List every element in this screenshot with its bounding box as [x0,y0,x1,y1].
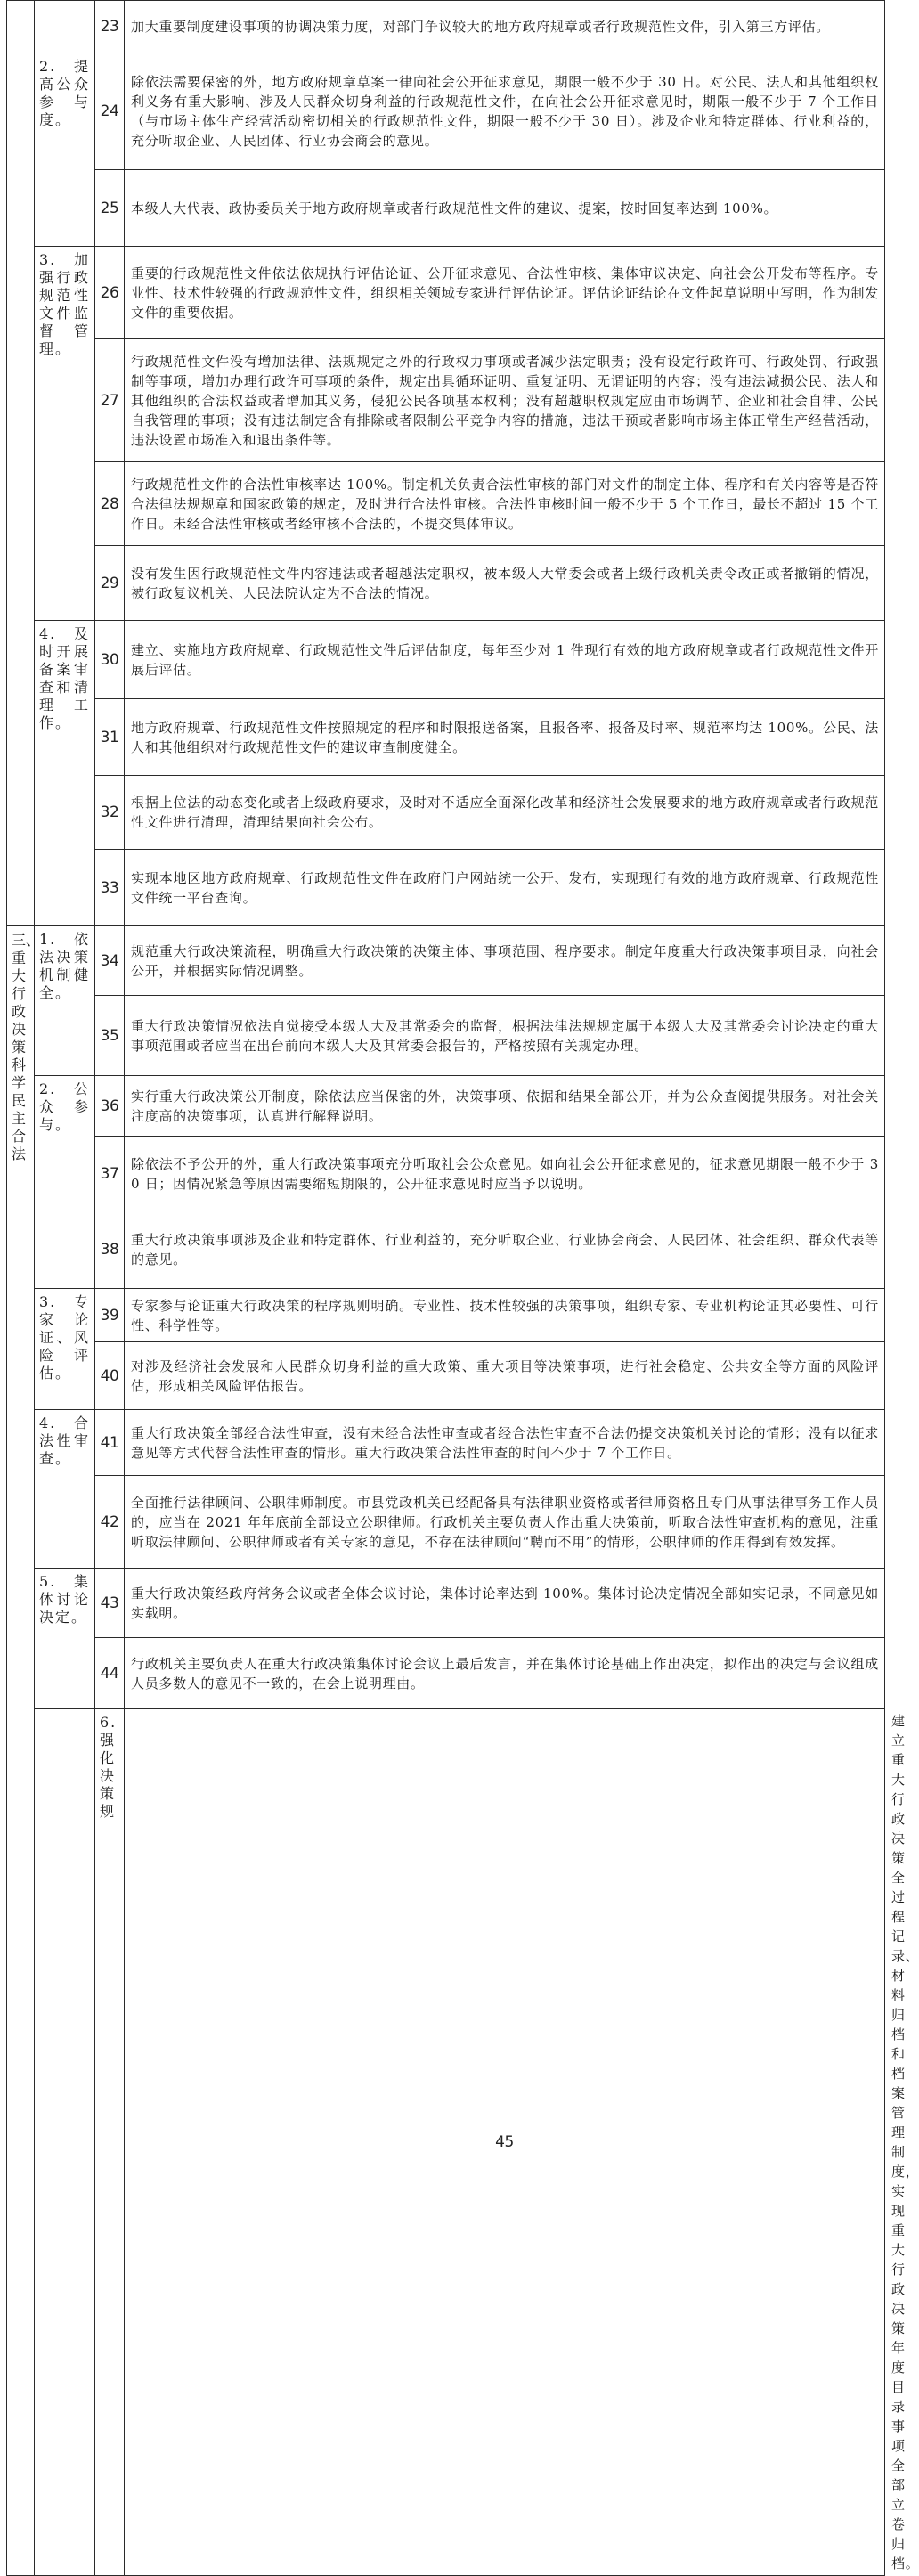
item-content: 地方政府规章、行政规范性文件按照规定的程序和时限报送备案，且报备率、报备及时率、规范率均达 100%。公民、法人和其他组织对行政规范性文件的建议审查制度健全。 [125,699,885,776]
subcategory-cell: 2. 公众参与。 [35,1076,95,1289]
item-number: 28 [95,462,125,546]
item-content: 行政规范性文件的合法性审核率达 100%。制定机关负责合法性审核的部门对文件的制定主体、程序和有关内容等是否符合法律法规规章和国家政策的规定，及时进行合法性审核。合法性审核时间一般不少于 5 个工作日，最长不超过 15 个工作日。未经合法性审核或者经审核不合法的，不提交集体审议。 [125,462,885,546]
table-row [7,621,885,699]
item-content: 重要的行政规范性文件依法依规执行评估论证、公开征求意见、合法性审核、集体审议决定、向社会公开发布等程序。专业性、技术性较强的行政规范性文件，组织相关领域专家进行评估论证。评估论证结论在文件起草说明中写明，作为制发文件的重要依据。 [125,247,885,339]
item-content: 实行重大行政决策公开制度，除依法应当保密的外，决策事项、依据和结果全部公开，并为公众查阅提供服务。对社会关注度高的决策事项，认真进行解释说明。 [125,1076,885,1137]
table-row [7,699,885,776]
item-number: 30 [95,621,125,699]
table-row [7,462,885,546]
item-content: 重大行政决策事项涉及企业和特定群体、行业利益的，充分听取企业、行业协会商会、人民团体、社会组织、群众代表等的意见。 [125,1211,885,1289]
table-row [7,53,885,170]
item-content: 加大重要制度建设事项的协调决策力度，对部门争议较大的地方政府规章或者行政规范性文件，引入第三方评估。 [125,1,885,53]
item-content: 规范重大行政决策流程，明确重大行政决策的决策主体、事项范围、程序要求。制定年度重大行政决策事项目录，向社会公开，并根据实际情况调整。 [125,926,885,996]
item-number: 25 [95,170,125,247]
item-number: 43 [95,1569,125,1638]
item-number: 39 [95,1289,125,1342]
item-number: 37 [95,1137,125,1211]
table-row [7,1211,885,1289]
subcategory-cell: 4. 合法性审查。 [35,1410,95,1569]
table-row [7,850,885,926]
table-row [7,926,885,996]
item-content: 行政机关主要负责人在重大行政决策集体讨论会议上最后发言，并在集体讨论基础上作出决定，拟作出的决定与会议组成人员多数人的意见不一致的，在会上说明理由。 [125,1638,885,1709]
subcategory-cell-continued [35,1,95,53]
item-number: 44 [95,1638,125,1709]
category-cell-continued [7,1,35,926]
subcategory-cell: 6. 强化决策规 [95,1709,125,2576]
table-row: 6. 强化决策规 45 建立重大行政决策全过程记录、材料归档和档案管理制度，实现重大行政决策年度目录事项全部立卷归档。 [7,1709,885,2576]
item-number: 40 [95,1342,125,1410]
table-row [7,339,885,462]
table-row [7,1638,885,1709]
category-cell-continued [35,1709,95,2576]
item-content: 行政规范性文件没有增加法律、法规规定之外的行政权力事项或者减少法定职责；没有设定行政许可、行政处罚、行政强制等事项，增加办理行政许可事项的条件，规定出具循环证明、重复证明、无谓证明的内容；没有违法减损公民、法人和其他组织的合法权益或者增加其义务，侵犯公民各项基本权利；没有超越职权规定应由市场调节、企业和社会自律、公民自我管理的事项；没有违法制定含有排除或者限制公平竞争内容的措施，违法干预或者影响市场主体正常生产经营活动，违法设置市场准入和退出条件等。 [125,339,885,462]
item-number: 32 [95,776,125,850]
item-content: 重大行政决策全部经合法性审查，没有未经合法性审查或者经合法性审查不合法仍提交决策机关讨论的情形；没有以征求意见等方式代替合法性审查的情形。重大行政决策合法性审查的时间不少于 7 个工作日。 [125,1410,885,1476]
table-row [7,170,885,247]
item-number: 35 [95,996,125,1076]
item-content: 专家参与论证重大行政决策的程序规则明确。专业性、技术性较强的决策事项，组织专家、专业机构论证其必要性、可行性、科学性等。 [125,1289,885,1342]
subcategory-cell: 2. 提高公众参与度。 [35,53,95,247]
table-row [7,1569,885,1638]
subcategory-cell: 1. 依法决策机制健全。 [35,926,95,1076]
item-content: 对涉及经济社会发展和人民群众切身利益的重大政策、重大项目等决策事项，进行社会稳定、公共安全等方面的风险评估，形成相关风险评估报告。 [125,1342,885,1410]
item-number: 45 [125,1709,885,2576]
item-number: 33 [95,850,125,926]
item-number: 41 [95,1410,125,1476]
item-number: 36 [95,1076,125,1137]
item-content: 建立、实施地方政府规章、行政规范性文件后评估制度，每年至少对 1 件现行有效的地方政府规章或者行政规范性文件开展后评估。 [125,621,885,699]
subcategory-cell: 5. 集体讨论决定。 [35,1569,95,1709]
item-content: 除依法需要保密的外，地方政府规章草案一律向社会公开征求意见，期限一般不少于 30 日。对公民、法人和其他组织权利义务有重大影响、涉及人民群众切身利益的行政规范性文件，在向社会公开征求意见时，期限一般不少于 7 个工作日（与市场主体生产经营活动密切相关的行政规范性文件，期限一般不少于 30 日）。涉及企业和特定群体、行业利益的，充分听取企业、人民团体、行业协会商会的意见。 [125,53,885,170]
item-content: 本级人大代表、政协委员关于地方政府规章或者行政规范性文件的建议、提案，按时回复率达到 100%。 [125,170,885,247]
item-number: 26 [95,247,125,339]
subcategory-cell: 4. 及时开展备案审查和清理工作。 [35,621,95,926]
item-content: 没有发生因行政规范性文件内容违法或者超越法定职权，被本级人大常委会或者上级行政机关责令改正或者撤销的情况，被行政复议机关、人民法院认定为不合法的情况。 [125,546,885,621]
item-number: 31 [95,699,125,776]
item-number: 27 [95,339,125,462]
table-row [7,1342,885,1410]
category-cell: 三、重大行政决策科学民主合法 [7,926,35,2576]
subcategory-cell: 3. 加强行政规范性文件监督管理。 [35,247,95,621]
table-row [7,776,885,850]
item-content: 重大行政决策经政府常务会议或者全体会议讨论，集体讨论率达到 100%。集体讨论决定情况全部如实记录，不同意见如实载明。 [125,1569,885,1638]
item-content: 除依法不予公开的外，重大行政决策事项充分听取社会公众意见。如向社会公开征求意见的，征求意见期限一般不少于 30 日；因情况紧急等原因需要缩短期限的，公开征求意见时应当予以说明。 [125,1137,885,1211]
item-number: 34 [95,926,125,996]
item-number: 38 [95,1211,125,1289]
subcategory-cell: 3. 专家论证、风险评估。 [35,1289,95,1410]
item-content: 重大行政决策情况依法自觉接受本级人大及其常委会的监督，根据法律法规规定属于本级人大及其常委会讨论决定的重大事项范围或者应当在出台前向本级人大及其常委会报告的，严格按照有关规定办理。 [125,996,885,1076]
item-content: 全面推行法律顾问、公职律师制度。市县党政机关已经配备具有法律职业资格或者律师资格且专门从事法律事务工作人员的，应当在 2021 年年底前全部设立公职律师。行政机关主要负责人作出重大决策前，听取合法性审查机构的意见，注重听取法律顾问、公职律师或者有关专家的意见，不存在法律顾问“聘而不用”的情形，公职律师的作用得到有效发挥。 [125,1476,885,1569]
item-number: 42 [95,1476,125,1569]
table-row [7,1,885,53]
table-row [7,1137,885,1211]
item-number: 23 [95,1,125,53]
table-row [7,1476,885,1569]
table-row [7,996,885,1076]
table-row [7,1410,885,1476]
item-content: 实现本地区地方政府规章、行政规范性文件在政府门户网站统一公开、发布，实现现行有效的地方政府规章、行政规范性文件统一平台查询。 [125,850,885,926]
table-row [7,1076,885,1137]
item-content: 根据上位法的动态变化或者上级政府要求，及时对不适应全面深化改革和经济社会发展要求的地方政府规章或者行政规范性文件进行清理，清理结果向社会公布。 [125,776,885,850]
table-row [7,1289,885,1342]
item-number: 29 [95,546,125,621]
table-row [7,546,885,621]
item-number: 24 [95,53,125,170]
table-row [7,247,885,339]
evaluation-indicator-table [6,0,919,2576]
